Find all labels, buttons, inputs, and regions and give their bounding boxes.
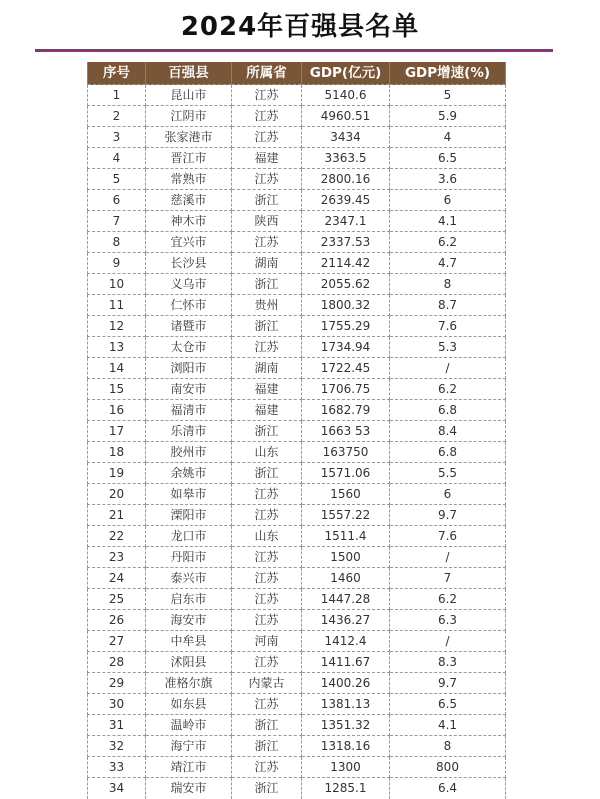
cell-rank: 26 — [88, 610, 146, 631]
cell-rank: 6 — [88, 190, 146, 211]
cell-rank: 29 — [88, 673, 146, 694]
cell-province: 浙江 — [232, 463, 302, 484]
cell-gdp: 2347.1 — [302, 211, 390, 232]
cell-gdp-growth: 6.8 — [390, 400, 506, 421]
table-row — [88, 568, 506, 589]
cell-gdp-growth: 6.8 — [390, 442, 506, 463]
cell-rank: 10 — [88, 274, 146, 295]
cell-gdp: 1722.45 — [302, 358, 390, 379]
cell-province: 江苏 — [232, 127, 302, 148]
cell-rank: 8 — [88, 232, 146, 253]
cell-province: 浙江 — [232, 715, 302, 736]
cell-gdp: 1682.79 — [302, 400, 390, 421]
cell-gdp-growth: 8 — [390, 736, 506, 757]
cell-gdp-growth: 6.2 — [390, 232, 506, 253]
cell-county: 溧阳市 — [146, 505, 232, 526]
cell-gdp: 1460 — [302, 568, 390, 589]
table-row — [88, 631, 506, 652]
table-row — [88, 85, 506, 106]
cell-gdp: 4960.51 — [302, 106, 390, 127]
table-row — [88, 421, 506, 442]
table-row — [88, 127, 506, 148]
cell-rank: 21 — [88, 505, 146, 526]
cell-rank: 19 — [88, 463, 146, 484]
table-row — [88, 106, 506, 127]
cell-gdp-growth: 5.3 — [390, 337, 506, 358]
cell-rank: 20 — [88, 484, 146, 505]
cell-gdp: 1300 — [302, 757, 390, 778]
cell-county: 启东市 — [146, 589, 232, 610]
cell-rank: 32 — [88, 736, 146, 757]
table-row — [88, 295, 506, 316]
cell-province: 江苏 — [232, 652, 302, 673]
cell-gdp-growth: 6 — [390, 190, 506, 211]
cell-province: 江苏 — [232, 232, 302, 253]
cell-gdp: 1412.4 — [302, 631, 390, 652]
cell-county: 仁怀市 — [146, 295, 232, 316]
cell-gdp-growth: 8.4 — [390, 421, 506, 442]
table-row — [88, 379, 506, 400]
table-row — [88, 442, 506, 463]
table-row — [88, 673, 506, 694]
cell-gdp-growth: 6.4 — [390, 778, 506, 799]
cell-gdp: 1285.1 — [302, 778, 390, 799]
cell-province: 江苏 — [232, 694, 302, 715]
cell-gdp: 1318.16 — [302, 736, 390, 757]
cell-county: 常熟市 — [146, 169, 232, 190]
table-row — [88, 505, 506, 526]
cell-gdp-growth: 9.7 — [390, 505, 506, 526]
cell-county: 准格尔旗 — [146, 673, 232, 694]
cell-gdp-growth: 8.7 — [390, 295, 506, 316]
table-row — [88, 757, 506, 778]
cell-gdp-growth: / — [390, 631, 506, 652]
cell-rank: 1 — [88, 85, 146, 106]
table-row — [88, 778, 506, 799]
table-header-row — [88, 62, 506, 85]
cell-gdp: 1447.28 — [302, 589, 390, 610]
cell-province: 江苏 — [232, 568, 302, 589]
table-row — [88, 169, 506, 190]
cell-gdp: 1663 53 — [302, 421, 390, 442]
cell-county: 江阴市 — [146, 106, 232, 127]
cell-gdp-growth: 8 — [390, 274, 506, 295]
table-row — [88, 190, 506, 211]
cell-gdp-growth: 7 — [390, 568, 506, 589]
table-row — [88, 694, 506, 715]
cell-county: 乐清市 — [146, 421, 232, 442]
cell-province: 陕西 — [232, 211, 302, 232]
cell-rank: 3 — [88, 127, 146, 148]
table-row — [88, 463, 506, 484]
cell-county: 泰兴市 — [146, 568, 232, 589]
cell-gdp: 1436.27 — [302, 610, 390, 631]
cell-gdp-growth: 6.5 — [390, 694, 506, 715]
cell-rank: 31 — [88, 715, 146, 736]
cell-gdp-growth: / — [390, 547, 506, 568]
cell-province: 湖南 — [232, 253, 302, 274]
cell-gdp: 1400.26 — [302, 673, 390, 694]
cell-gdp: 3434 — [302, 127, 390, 148]
cell-rank: 22 — [88, 526, 146, 547]
cell-gdp: 5140.6 — [302, 85, 390, 106]
cell-gdp: 163750 — [302, 442, 390, 463]
table-row — [88, 337, 506, 358]
cell-rank: 13 — [88, 337, 146, 358]
cell-province: 江苏 — [232, 484, 302, 505]
cell-gdp: 1571.06 — [302, 463, 390, 484]
cell-province: 江苏 — [232, 337, 302, 358]
cell-gdp-growth: 6 — [390, 484, 506, 505]
cell-county: 海宁市 — [146, 736, 232, 757]
header-gdp: GDP(亿元) — [302, 62, 390, 85]
cell-gdp-growth: 5.5 — [390, 463, 506, 484]
cell-county: 浏阳市 — [146, 358, 232, 379]
cell-county: 余姚市 — [146, 463, 232, 484]
cell-rank: 30 — [88, 694, 146, 715]
cell-province: 江苏 — [232, 547, 302, 568]
cell-gdp-growth: 4 — [390, 127, 506, 148]
cell-province: 浙江 — [232, 316, 302, 337]
table-row — [88, 400, 506, 421]
cell-county: 丹阳市 — [146, 547, 232, 568]
cell-province: 江苏 — [232, 589, 302, 610]
cell-gdp: 1351.32 — [302, 715, 390, 736]
cell-province: 浙江 — [232, 421, 302, 442]
cell-province: 福建 — [232, 379, 302, 400]
cell-gdp: 1411.67 — [302, 652, 390, 673]
header-gdp-growth: GDP增速(%) — [390, 62, 506, 85]
cell-gdp: 1511.4 — [302, 526, 390, 547]
cell-county: 如东县 — [146, 694, 232, 715]
cell-rank: 4 — [88, 148, 146, 169]
cell-county: 张家港市 — [146, 127, 232, 148]
cell-rank: 24 — [88, 568, 146, 589]
cell-county: 诸暨市 — [146, 316, 232, 337]
cell-rank: 14 — [88, 358, 146, 379]
cell-gdp: 2639.45 — [302, 190, 390, 211]
cell-gdp-growth: 4.7 — [390, 253, 506, 274]
cell-county: 福清市 — [146, 400, 232, 421]
cell-gdp-growth: 7.6 — [390, 316, 506, 337]
table-row — [88, 253, 506, 274]
cell-gdp: 3363.5 — [302, 148, 390, 169]
cell-county: 宜兴市 — [146, 232, 232, 253]
cell-province: 江苏 — [232, 106, 302, 127]
table-row — [88, 232, 506, 253]
cell-gdp-growth: 6.2 — [390, 379, 506, 400]
cell-county: 沭阳县 — [146, 652, 232, 673]
table-row — [88, 358, 506, 379]
cell-gdp-growth: 9.7 — [390, 673, 506, 694]
cell-province: 内蒙古 — [232, 673, 302, 694]
table-row — [88, 736, 506, 757]
cell-gdp: 1734.94 — [302, 337, 390, 358]
title-divider — [35, 49, 553, 52]
cell-gdp: 1706.75 — [302, 379, 390, 400]
header-county: 百强县 — [146, 62, 232, 85]
table-row — [88, 316, 506, 337]
cell-gdp-growth: 4.1 — [390, 211, 506, 232]
cell-gdp: 1560 — [302, 484, 390, 505]
cell-gdp: 2337.53 — [302, 232, 390, 253]
table-row — [88, 715, 506, 736]
cell-gdp-growth: 5.9 — [390, 106, 506, 127]
cell-gdp: 1557.22 — [302, 505, 390, 526]
cell-gdp: 1500 — [302, 547, 390, 568]
cell-county: 神木市 — [146, 211, 232, 232]
cell-rank: 25 — [88, 589, 146, 610]
cell-county: 南安市 — [146, 379, 232, 400]
cell-rank: 2 — [88, 106, 146, 127]
cell-county: 太仓市 — [146, 337, 232, 358]
cell-province: 福建 — [232, 400, 302, 421]
cell-province: 浙江 — [232, 274, 302, 295]
cell-rank: 11 — [88, 295, 146, 316]
cell-province: 山东 — [232, 442, 302, 463]
cell-gdp-growth: 800 — [390, 757, 506, 778]
cell-province: 湖南 — [232, 358, 302, 379]
cell-county: 瑞安市 — [146, 778, 232, 799]
cell-county: 海安市 — [146, 610, 232, 631]
table-row — [88, 526, 506, 547]
table-row — [88, 652, 506, 673]
cell-rank: 34 — [88, 778, 146, 799]
cell-rank: 17 — [88, 421, 146, 442]
cell-rank: 27 — [88, 631, 146, 652]
cell-county: 如皋市 — [146, 484, 232, 505]
county-ranking-table — [87, 62, 506, 799]
cell-county: 靖江市 — [146, 757, 232, 778]
cell-gdp-growth: 6.3 — [390, 610, 506, 631]
page-title: 2024年百强县名单 — [180, 12, 420, 42]
cell-gdp: 1381.13 — [302, 694, 390, 715]
cell-county: 胶州市 — [146, 442, 232, 463]
cell-county: 义乌市 — [146, 274, 232, 295]
table-row — [88, 148, 506, 169]
cell-rank: 18 — [88, 442, 146, 463]
cell-rank: 12 — [88, 316, 146, 337]
cell-rank: 7 — [88, 211, 146, 232]
cell-county: 中牟县 — [146, 631, 232, 652]
table-row — [88, 274, 506, 295]
cell-gdp: 2055.62 — [302, 274, 390, 295]
cell-rank: 33 — [88, 757, 146, 778]
cell-gdp-growth: / — [390, 358, 506, 379]
cell-province: 江苏 — [232, 169, 302, 190]
cell-gdp-growth: 7.6 — [390, 526, 506, 547]
cell-rank: 15 — [88, 379, 146, 400]
cell-rank: 23 — [88, 547, 146, 568]
cell-province: 山东 — [232, 526, 302, 547]
cell-province: 江苏 — [232, 757, 302, 778]
cell-county: 龙口市 — [146, 526, 232, 547]
cell-county: 温岭市 — [146, 715, 232, 736]
cell-rank: 16 — [88, 400, 146, 421]
cell-province: 江苏 — [232, 505, 302, 526]
cell-county: 晋江市 — [146, 148, 232, 169]
cell-province: 贵州 — [232, 295, 302, 316]
cell-gdp-growth: 5 — [390, 85, 506, 106]
cell-county: 长沙县 — [146, 253, 232, 274]
cell-gdp-growth: 3.6 — [390, 169, 506, 190]
cell-gdp: 1800.32 — [302, 295, 390, 316]
cell-gdp-growth: 4.1 — [390, 715, 506, 736]
cell-province: 浙江 — [232, 190, 302, 211]
cell-county: 慈溪市 — [146, 190, 232, 211]
cell-province: 江苏 — [232, 610, 302, 631]
cell-rank: 5 — [88, 169, 146, 190]
table-row — [88, 589, 506, 610]
cell-province: 福建 — [232, 148, 302, 169]
cell-gdp: 2800.16 — [302, 169, 390, 190]
header-province: 所属省 — [232, 62, 302, 85]
cell-gdp: 2114.42 — [302, 253, 390, 274]
cell-gdp: 1755.29 — [302, 316, 390, 337]
cell-rank: 9 — [88, 253, 146, 274]
cell-county: 昆山市 — [146, 85, 232, 106]
cell-province: 江苏 — [232, 85, 302, 106]
table-row — [88, 610, 506, 631]
cell-province: 浙江 — [232, 736, 302, 757]
cell-gdp-growth: 6.5 — [390, 148, 506, 169]
table-row — [88, 484, 506, 505]
cell-gdp-growth: 6.2 — [390, 589, 506, 610]
table-row — [88, 211, 506, 232]
cell-rank: 28 — [88, 652, 146, 673]
cell-gdp-growth: 8.3 — [390, 652, 506, 673]
table-row — [88, 547, 506, 568]
header-rank: 序号 — [88, 62, 146, 85]
cell-province: 浙江 — [232, 778, 302, 799]
cell-province: 河南 — [232, 631, 302, 652]
